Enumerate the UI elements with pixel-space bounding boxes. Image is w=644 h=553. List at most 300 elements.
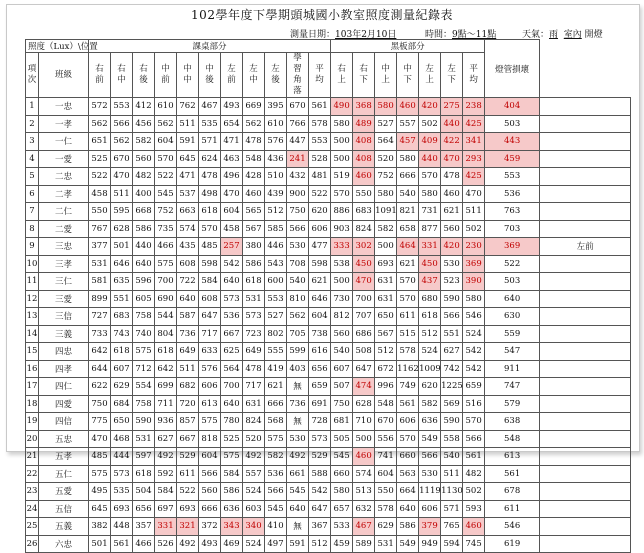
desk-reading: 557	[243, 465, 265, 483]
desk-reading: 485	[89, 448, 111, 466]
desk-reading: 591	[287, 535, 309, 553]
board-reading: 582	[375, 220, 397, 238]
board-reading: 750	[331, 395, 353, 413]
desk-reading: 936	[155, 413, 177, 431]
row-number: 17	[26, 378, 39, 396]
board-reading: 369	[463, 255, 485, 273]
desk-reading: 466	[155, 238, 177, 256]
desk-reading: 572	[89, 98, 111, 116]
board-reading: 580	[331, 115, 353, 133]
desk-reading: 543	[265, 255, 287, 273]
desk-column-header: 平均	[309, 53, 331, 98]
board-reading: 631	[375, 290, 397, 308]
desk-reading: 613	[199, 395, 221, 413]
desk-reading: 618	[133, 465, 155, 483]
desk-reading: 629	[111, 378, 133, 396]
board-reading: 482	[463, 465, 485, 483]
board-reading: 545	[331, 448, 353, 466]
row-number: 26	[26, 535, 39, 553]
desk-reading: 640	[221, 273, 243, 291]
remark-cell	[540, 255, 631, 273]
desk-reading: 522	[177, 483, 199, 501]
desk-reading: 606	[199, 378, 221, 396]
row-number: 2	[26, 115, 39, 133]
remark-cell	[540, 343, 631, 361]
table-row	[26, 448, 631, 466]
desk-reading: 738	[309, 325, 331, 343]
row-number: 7	[26, 203, 39, 221]
board-reading: 564	[375, 133, 397, 151]
desk-reading: 432	[287, 168, 309, 186]
table-row	[26, 465, 631, 483]
board-reading: 460	[353, 448, 375, 466]
desk-reading: 257	[221, 238, 243, 256]
desk-reading: 691	[309, 395, 331, 413]
board-reading: 660	[331, 465, 353, 483]
board-column-header: 右下	[353, 53, 375, 98]
board-reading: 580	[331, 483, 353, 501]
desk-reading: 551	[111, 290, 133, 308]
desk-reading: 599	[287, 343, 309, 361]
desk-reading: 573	[111, 465, 133, 483]
board-reading: 560	[441, 220, 463, 238]
desk-column-header: 右後	[133, 53, 155, 98]
board-reading: 560	[331, 325, 353, 343]
desk-reading: 682	[177, 378, 199, 396]
remark-cell	[540, 535, 631, 553]
board-reading: 522	[485, 255, 540, 273]
board-reading: 686	[353, 325, 375, 343]
board-reading: 467	[353, 518, 375, 536]
desk-reading: 603	[243, 500, 265, 518]
board-reading: 550	[375, 483, 397, 501]
desk-reading: 395	[265, 98, 287, 116]
board-reading: 440	[419, 150, 441, 168]
class-name: 四孝	[39, 360, 89, 378]
board-reading: 390	[463, 273, 485, 291]
desk-reading: 661	[287, 465, 309, 483]
desk-reading: 565	[243, 203, 265, 221]
desk-reading: 610	[265, 115, 287, 133]
desk-reading: 586	[133, 220, 155, 238]
board-reading: 408	[353, 150, 375, 168]
board-reading: 512	[419, 325, 441, 343]
row-number: 14	[26, 325, 39, 343]
desk-reading: 478	[243, 133, 265, 151]
board-reading: 490	[331, 98, 353, 116]
class-name: 一仁	[39, 133, 89, 151]
table-row	[26, 430, 631, 448]
desk-reading: 510	[265, 168, 287, 186]
desk-reading: 750	[89, 395, 111, 413]
table-row	[26, 483, 631, 501]
desk-reading: 542	[221, 255, 243, 273]
board-reading: 765	[441, 518, 463, 536]
class-name: 五義	[39, 518, 89, 536]
board-reading: 460	[353, 168, 375, 186]
date-label: 測量日期：	[290, 30, 336, 40]
desk-reading: 495	[89, 483, 111, 501]
desk-reading: 649	[243, 343, 265, 361]
desk-reading: 481	[309, 168, 331, 186]
board-reading: 710	[353, 413, 375, 431]
board-reading: 683	[353, 203, 375, 221]
desk-reading: 604	[221, 203, 243, 221]
desk-reading: 584	[221, 465, 243, 483]
board-reading: 547	[485, 343, 540, 361]
desk-reading: 471	[221, 133, 243, 151]
board-reading: 520	[375, 150, 397, 168]
desk-reading: 717	[199, 325, 221, 343]
board-reading: 604	[375, 465, 397, 483]
board-group-header: 黑板部分	[331, 40, 485, 53]
desk-reading: 522	[89, 168, 111, 186]
board-reading: 503	[485, 115, 540, 133]
remark-cell	[540, 168, 631, 186]
board-reading: 561	[397, 395, 419, 413]
class-name: 一忠	[39, 98, 89, 116]
board-reading: 540	[397, 185, 419, 203]
desk-reading: 553	[265, 290, 287, 308]
board-reading: 470	[463, 185, 485, 203]
board-reading: 570	[419, 168, 441, 186]
class-name: 二仁	[39, 203, 89, 221]
class-name: 五愛	[39, 483, 89, 501]
desk-reading: 584	[199, 273, 221, 291]
board-reading: 672	[375, 360, 397, 378]
desk-reading: 644	[89, 360, 111, 378]
desk-reading: 493	[199, 535, 221, 553]
desk-reading: 531	[243, 290, 265, 308]
desk-reading: 573	[309, 430, 331, 448]
lesson-group-header: 課桌部分	[89, 40, 331, 53]
desk-reading: 343	[221, 518, 243, 536]
desk-reading: 241	[287, 150, 309, 168]
desk-reading: 616	[309, 343, 331, 361]
desk-reading: 578	[309, 115, 331, 133]
desk-reading: 670	[111, 150, 133, 168]
row-number: 22	[26, 465, 39, 483]
desk-reading: 586	[243, 255, 265, 273]
desk-reading: 493	[221, 98, 243, 116]
desk-reading: 575	[265, 430, 287, 448]
board-reading: 580	[463, 290, 485, 308]
desk-reading: 548	[243, 150, 265, 168]
board-reading: 437	[419, 273, 441, 291]
board-reading: 627	[441, 343, 463, 361]
desk-reading: 498	[199, 185, 221, 203]
board-reading: 571	[441, 500, 463, 518]
board-reading: 331	[419, 238, 441, 256]
desk-reading: 553	[111, 98, 133, 116]
board-reading: 563	[397, 465, 419, 483]
desk-reading: 717	[243, 378, 265, 396]
desk-reading: 640	[287, 500, 309, 518]
table-row	[26, 150, 631, 168]
desk-reading: 561	[111, 535, 133, 553]
board-reading: 530	[419, 465, 441, 483]
time-label: 時間：	[425, 30, 453, 40]
desk-reading: 512	[309, 535, 331, 553]
desk-reading: 568	[265, 413, 287, 431]
desk-reading: 469	[221, 535, 243, 553]
board-reading: 457	[397, 133, 419, 151]
remark-cell	[540, 465, 631, 483]
desk-reading: 400	[133, 185, 155, 203]
desk-reading: 720	[177, 395, 199, 413]
location-label: 室內	[563, 30, 582, 40]
board-reading: 824	[353, 220, 375, 238]
table-row	[26, 395, 631, 413]
board-reading: 670	[375, 413, 397, 431]
desk-reading: 700	[221, 378, 243, 396]
desk-reading: 367	[309, 518, 331, 536]
desk-reading: 640	[133, 255, 155, 273]
desk-reading: 562	[287, 308, 309, 326]
board-reading: 680	[419, 290, 441, 308]
table-row	[26, 273, 631, 291]
board-reading: 745	[463, 535, 485, 553]
board-reading: 658	[397, 220, 419, 238]
remark-cell	[540, 500, 631, 518]
desk-column-header: 右前	[89, 53, 111, 98]
desk-reading: 618	[155, 343, 177, 361]
board-reading: 409	[419, 133, 441, 151]
board-reading: 567	[375, 325, 397, 343]
board-reading: 1130	[441, 483, 463, 501]
remark-cell	[540, 98, 631, 116]
board-reading: 631	[375, 273, 397, 291]
board-reading: 369	[485, 238, 540, 256]
desk-reading: 647	[199, 308, 221, 326]
desk-reading: 775	[89, 413, 111, 431]
board-reading: 408	[353, 133, 375, 151]
board-reading: 459	[331, 535, 353, 553]
desk-reading: 458	[89, 185, 111, 203]
board-reading: 404	[485, 98, 540, 116]
desk-reading: 531	[89, 255, 111, 273]
board-column-header: 平均	[463, 53, 485, 98]
board-reading: 650	[375, 308, 397, 326]
desk-reading: 485	[199, 238, 221, 256]
desk-reading: 780	[221, 413, 243, 431]
remark-cell	[540, 325, 631, 343]
board-reading: 440	[441, 115, 463, 133]
board-reading: 821	[397, 203, 419, 221]
table-row	[26, 500, 631, 518]
board-reading: 638	[485, 413, 540, 431]
desk-reading: 567	[243, 220, 265, 238]
board-reading: 556	[375, 430, 397, 448]
desk-reading: 728	[309, 413, 331, 431]
board-reading: 580	[375, 185, 397, 203]
board-reading: 752	[375, 168, 397, 186]
board-reading: 420	[441, 238, 463, 256]
desk-reading: 470	[89, 430, 111, 448]
board-reading: 613	[485, 448, 540, 466]
table-row	[26, 203, 631, 221]
desk-reading: 640	[221, 395, 243, 413]
board-column-header: 中上	[375, 53, 397, 98]
board-reading: 502	[463, 483, 485, 501]
desk-reading: 740	[133, 325, 155, 343]
table-row	[26, 413, 631, 431]
board-reading: 611	[397, 308, 419, 326]
desk-reading: 670	[287, 98, 309, 116]
desk-reading: 659	[309, 378, 331, 396]
board-reading: 566	[441, 308, 463, 326]
desk-reading: 573	[221, 290, 243, 308]
desk-reading: 560	[199, 483, 221, 501]
board-reading: 628	[353, 395, 375, 413]
desk-reading: 650	[111, 413, 133, 431]
table-row	[26, 133, 631, 151]
desk-reading: 511	[177, 360, 199, 378]
desk-reading: 618	[243, 273, 265, 291]
desk-reading: 471	[177, 168, 199, 186]
remark-cell	[540, 518, 631, 536]
desk-reading: 463	[221, 150, 243, 168]
desk-reading: 566	[265, 483, 287, 501]
desk-reading: 606	[309, 220, 331, 238]
desk-column-header: 左中	[243, 53, 265, 98]
table-row	[26, 98, 631, 116]
desk-reading: 無	[287, 378, 309, 396]
row-number: 9	[26, 238, 39, 256]
class-name: 一愛	[39, 150, 89, 168]
desk-reading: 582	[133, 133, 155, 151]
desk-reading: 604	[155, 133, 177, 151]
row-number: 3	[26, 133, 39, 151]
desk-reading: 550	[89, 203, 111, 221]
board-reading: 664	[397, 483, 419, 501]
board-reading: 538	[331, 255, 353, 273]
table-row	[26, 115, 631, 133]
desk-reading: 620	[309, 203, 331, 221]
board-reading: 620	[419, 378, 441, 396]
board-reading: 911	[485, 360, 540, 378]
desk-reading: 460	[243, 185, 265, 203]
desk-reading: 357	[133, 518, 155, 536]
board-reading: 666	[397, 168, 419, 186]
board-reading: 593	[463, 500, 485, 518]
board-reading: 812	[331, 308, 353, 326]
desk-reading: 492	[155, 448, 177, 466]
desk-reading: 535	[199, 115, 221, 133]
desk-reading: 640	[177, 290, 199, 308]
table-row	[26, 168, 631, 186]
desk-reading: 無	[287, 413, 309, 431]
desk-reading: 605	[133, 290, 155, 308]
board-reading: 546	[485, 518, 540, 536]
desk-reading: 722	[177, 273, 199, 291]
weather-value: 雨	[549, 30, 559, 40]
desk-reading: 527	[265, 308, 287, 326]
desk-reading: 712	[133, 360, 155, 378]
board-reading: 470	[441, 150, 463, 168]
desk-reading: 545	[155, 185, 177, 203]
desk-reading: 684	[111, 395, 133, 413]
desk-reading: 477	[309, 238, 331, 256]
board-reading: 621	[397, 255, 419, 273]
board-reading: 368	[353, 98, 375, 116]
board-reading: 619	[485, 535, 540, 553]
desk-reading: 750	[287, 203, 309, 221]
desk-reading: 591	[177, 133, 199, 151]
desk-reading: 566	[287, 220, 309, 238]
desk-reading: 554	[133, 378, 155, 396]
board-reading: 460	[463, 518, 485, 536]
board-reading: 524	[419, 343, 441, 361]
desk-reading: 526	[155, 535, 177, 553]
desk-reading: 562	[111, 133, 133, 151]
desk-reading: 610	[155, 98, 177, 116]
row-number: 8	[26, 220, 39, 238]
desk-reading: 529	[177, 448, 199, 466]
desk-reading: 666	[199, 500, 221, 518]
desk-reading: 436	[265, 150, 287, 168]
desk-column-header: 中中	[177, 53, 199, 98]
desk-reading: 561	[309, 98, 331, 116]
desk-reading: 553	[309, 133, 331, 151]
desk-reading: 571	[199, 133, 221, 151]
desk-reading: 575	[155, 255, 177, 273]
desk-column-header: 學習角落	[287, 53, 309, 98]
board-reading: 542	[463, 360, 485, 378]
board-reading: 996	[375, 378, 397, 396]
board-reading: 507	[331, 378, 353, 396]
desk-reading: 525	[89, 150, 111, 168]
board-reading: 747	[485, 378, 540, 396]
board-reading: 1091	[375, 203, 397, 221]
desk-reading: 645	[89, 500, 111, 518]
light-label: 開燈	[584, 30, 603, 40]
desk-reading: 540	[287, 273, 309, 291]
board-reading: 558	[441, 430, 463, 448]
desk-reading: 693	[111, 500, 133, 518]
remark-cell	[540, 413, 631, 431]
board-reading: 511	[463, 203, 485, 221]
desk-reading: 651	[89, 133, 111, 151]
desk-column-header: 中前	[155, 53, 177, 98]
row-number: 10	[26, 255, 39, 273]
board-reading: 949	[419, 535, 441, 553]
board-reading: 503	[485, 273, 540, 291]
board-reading: 586	[397, 518, 419, 536]
weather-label: 天氣：	[522, 30, 550, 40]
desk-reading: 666	[265, 395, 287, 413]
desk-reading: 802	[265, 325, 287, 343]
row-number: 11	[26, 273, 39, 291]
board-reading: 459	[485, 150, 540, 168]
class-header: 班級	[39, 53, 89, 98]
desk-reading: 900	[287, 185, 309, 203]
row-number: 13	[26, 308, 39, 326]
desk-reading: 575	[89, 465, 111, 483]
illuminance-table	[25, 39, 631, 553]
remark-cell	[540, 150, 631, 168]
remark-cell	[540, 378, 631, 396]
desk-reading: 331	[155, 518, 177, 536]
desk-reading: 無	[287, 518, 309, 536]
desk-reading: 530	[287, 430, 309, 448]
row-number: 6	[26, 185, 39, 203]
row-number: 23	[26, 483, 39, 501]
desk-reading: 501	[89, 535, 111, 553]
row-number: 19	[26, 413, 39, 431]
board-reading: 659	[463, 378, 485, 396]
class-name: 五孝	[39, 448, 89, 466]
